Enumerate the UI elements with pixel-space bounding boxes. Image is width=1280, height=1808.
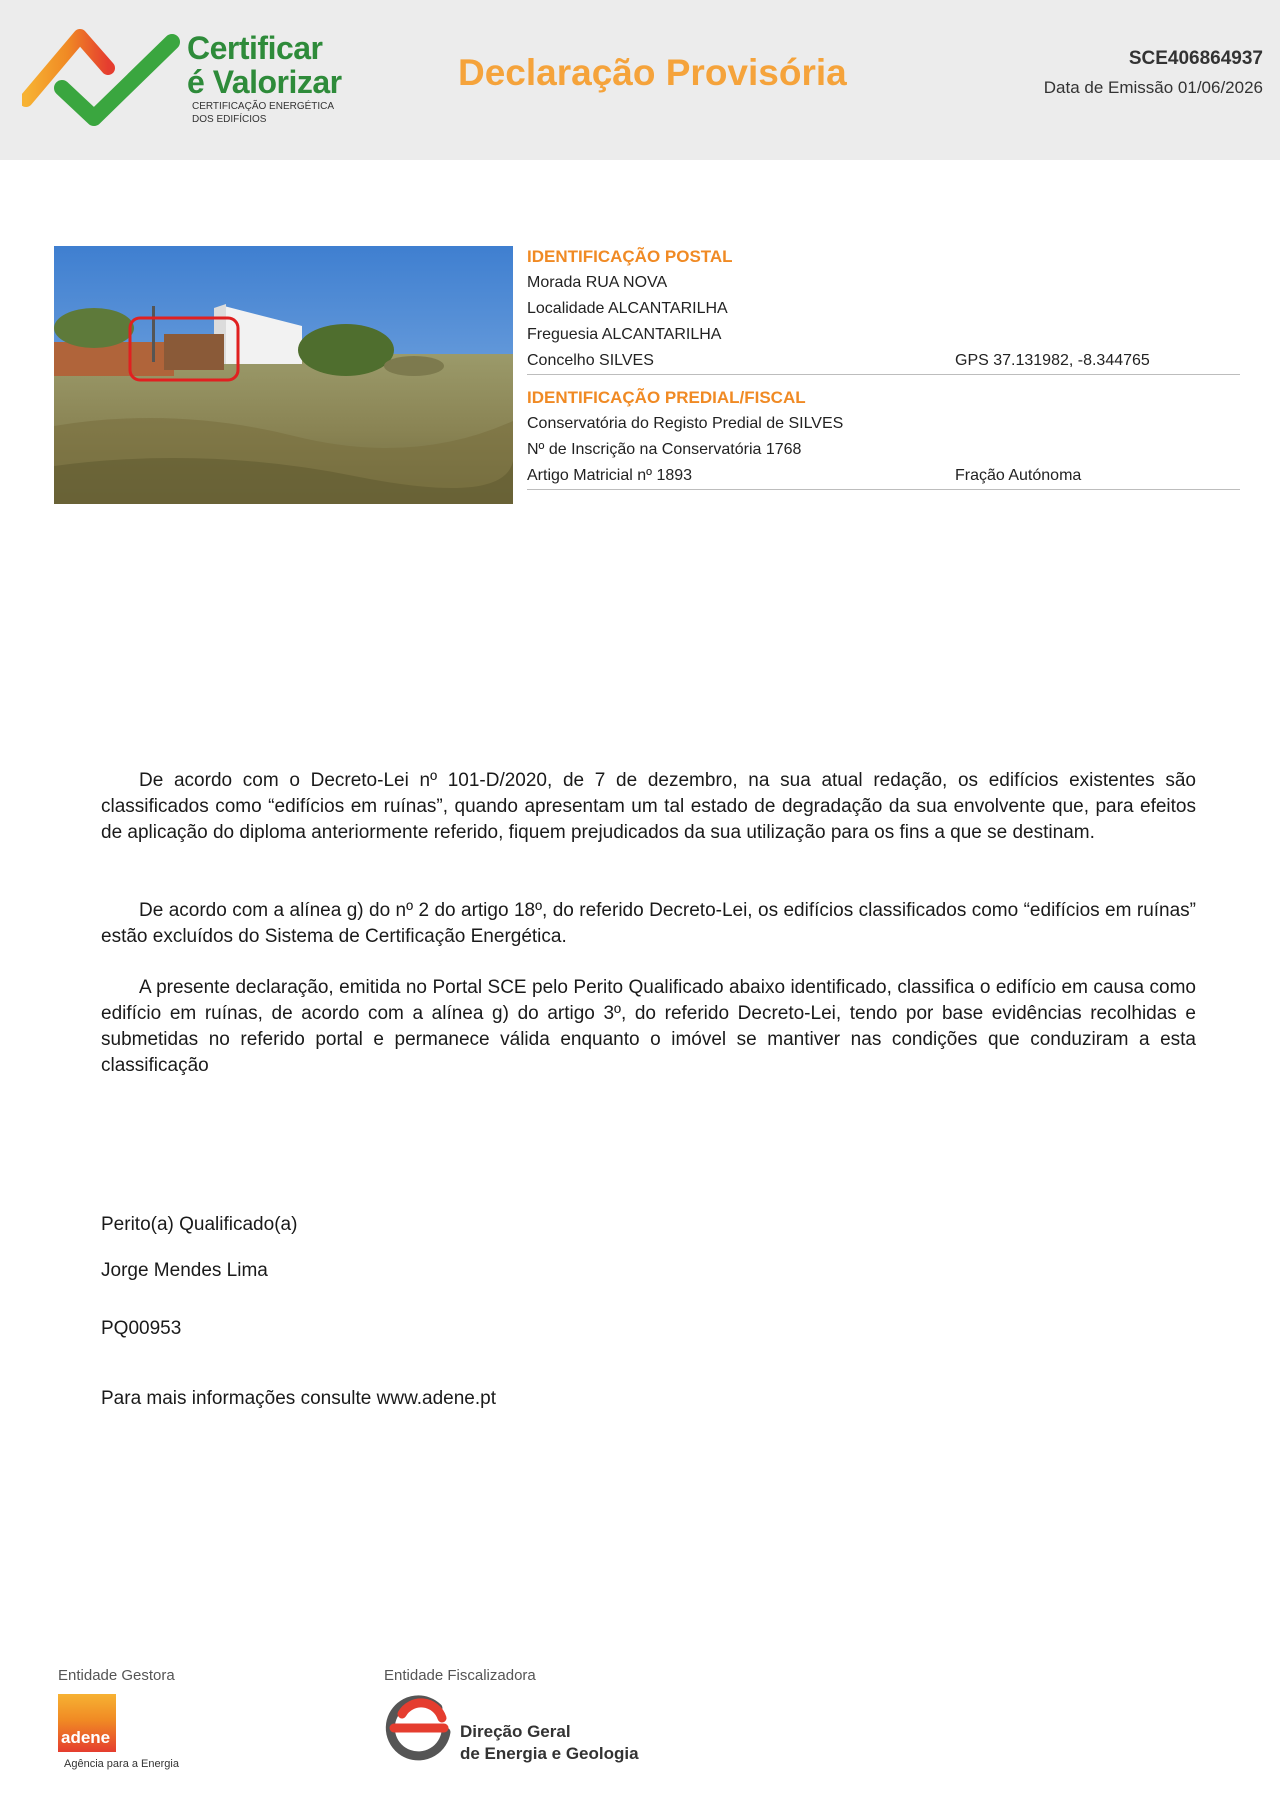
dgeg-name-line1: Direção Geral: [460, 1722, 571, 1741]
page-header: [0, 0, 1280, 160]
postal-section-title: IDENTIFICAÇÃO POSTAL: [527, 247, 733, 266]
fracao-value: Fração Autónoma: [955, 467, 1082, 484]
body-paragraph-3: A presente declaração, emitida no Portal SCE pelo Perito Qualificado abaixo identificado, classifica o edifício em causa como edifício em ruínas, de acordo com a alínea g) do artigo 3º, do referido Decreto-Lei, tendo por base evidências recolhidas e submetidas no referido portal e permanece válida enquanto o imóvel se mantiver nas condições que conduziram a esta classificação: [101, 977, 1196, 1076]
logo-title-line2: é Valorizar: [187, 64, 342, 100]
artigo-value: Artigo Matricial nº 1893: [527, 467, 693, 484]
adene-logo: [58, 1694, 218, 1774]
certificar-logo: [22, 28, 362, 140]
adene-tagline: Agência para a Energia: [64, 1758, 179, 1770]
identification-panel: [527, 244, 1240, 490]
conservatoria-row: [527, 411, 1240, 437]
dgeg-logo: [384, 1694, 684, 1768]
more-info-text: Para mais informações consulte www.adene.pt: [101, 1388, 496, 1409]
logo-subtitle-line2: DOS EDIFÍCIOS: [192, 114, 267, 125]
adene-logo-box: [58, 1694, 116, 1752]
inscricao-row: [527, 437, 1240, 463]
property-photo: [54, 246, 513, 504]
expert-name: Jorge Mendes Lima: [101, 1260, 268, 1281]
issue-date: Data de Emissão 01/06/2026: [1043, 78, 1263, 97]
dgeg-e-icon: [384, 1694, 454, 1764]
body-paragraph-2: De acordo com a alínea g) do nº 2 do artigo 18º, do referido Decreto-Lei, os edifícios classificados como “edifícios em ruínas” estão excluídos do Sistema de Certificação Energética.: [101, 900, 1196, 947]
certificate-code: SCE406864937: [1128, 48, 1263, 69]
morada-value: Morada RUA NOVA: [527, 274, 668, 291]
gestora-label: Entidade Gestora: [58, 1667, 175, 1684]
logo-title-line1: Certificar: [187, 30, 323, 66]
predial-section-title: IDENTIFICAÇÃO PREDIAL/FISCAL: [527, 388, 806, 407]
expert-role: Perito(a) Qualificado(a): [101, 1214, 298, 1235]
localidade-value: Localidade ALCANTARILHA: [527, 300, 728, 317]
freguesia-value: Freguesia ALCANTARILHA: [527, 326, 722, 343]
concelho-row: [527, 348, 1240, 375]
expert-id: PQ00953: [101, 1318, 182, 1339]
morada-row: [527, 270, 1240, 296]
document-title: Declaração Provisória: [458, 52, 847, 93]
inscricao-value: Nº de Inscrição na Conservatória 1768: [527, 441, 802, 458]
artigo-row: [527, 463, 1240, 490]
logo-subtitle-line1: CERTIFICAÇÃO ENERGÉTICA: [192, 101, 335, 112]
check-house-icon: [22, 28, 182, 128]
dgeg-name-line2: de Energia e Geologia: [460, 1744, 639, 1763]
localidade-row: [527, 296, 1240, 322]
conservatoria-value: Conservatória do Registo Predial de SILVES: [527, 415, 844, 432]
adene-logo-word: adene: [61, 1728, 111, 1747]
freguesia-row: [527, 322, 1240, 348]
gps-value: GPS 37.131982, -8.344765: [955, 352, 1150, 369]
fiscalizadora-label: Entidade Fiscalizadora: [384, 1667, 536, 1684]
body-paragraph-1: De acordo com o Decreto-Lei nº 101-D/2020, de 7 de dezembro, na sua atual redação, os edifícios existentes são classificados como “edifícios em ruínas”, quando apresentam um tal estado de degradação da sua envolvente que, para efeitos de aplicação do diploma anteriormente referido, fiquem prejudicados da sua utilização para os fins a que se destinam.: [101, 770, 1196, 843]
concelho-value: Concelho SILVES: [527, 352, 654, 369]
